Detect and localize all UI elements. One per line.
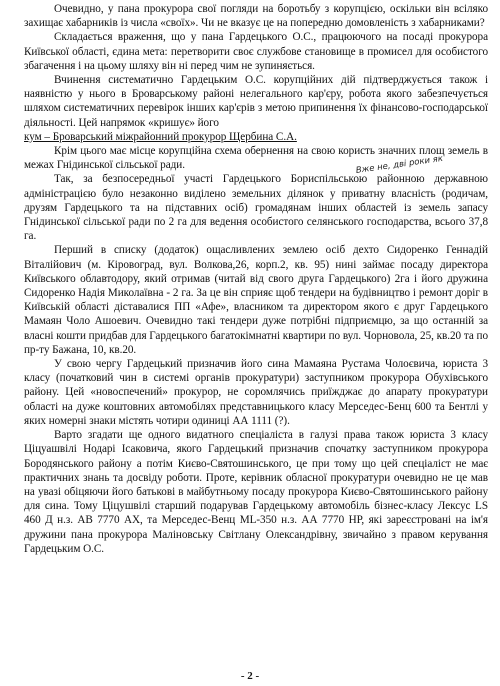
paragraph-5: Так, за безпосередньої участі Гардецького Бориспільською районною державною адміністрацією було незаконно виділено земельних ділянок у приватну власність (родичам, друзям Гардецького та на підставних осіб) громадянам інших областей із земель запасу Гнідинської сільської ради по 2 га для ведення особистого селянського господарства, всього 37,8 га.	[24, 173, 488, 243]
page-number: - 2 -	[240, 670, 260, 682]
underlined-line	[24, 130, 488, 144]
paragraph-4: Крім цього має місце корупційна схема обернення на свою користь значних площ земель в межах Гнідинської сільської ради.	[24, 145, 488, 172]
paragraph-3: Вчинення систематично Гардецьким О.С. корупційних дій підтверджується також і наявністю у нього в Броварському районі нелегального кар'єру, робота якого забезпечується шляхом систематичних перевірок інших кар'єрів з метою припинення їх фінансово-господарської діяльності. Цей напрямок «кришує» його	[24, 74, 488, 129]
paragraph-8: Варто згадати ще одного видатного спеціаліста в галузі права також юриста 3 класу Ціцуашвілі Нодарі Ісаковича, якого Гардецький призначив спочатку заступником прокурора Бородянського району а потім Києво-Святошинського, це при тому що цей спеціаліст не має практичних знань та досвіду роботи. Проте, керівник обласної прокуратури очевидно не це мав на увазі обіцяючи його батькові в майбутньому посаду прокурора Києво-Святошинського району для сина. Тому Ціцушвілі старший подарував Гардецькому автомобіль бізнес-класу Лексус LS 460 Д н.з. АВ 7770 АХ, та Мерседес-Венц ML-350 н.з. АА 7770 НР, які зареєстровані на ім'я дружини пана прокурора Маліновську Світлану Олександрівну, звичайно з правом керування Гардецьким О.С.	[24, 429, 488, 555]
paragraph-7: У свою чергу Гардецький призначив його сина Мамаяна Рустама Чолоєвича, юриста 3 класу (початковий чин в системі органів прокуратури) заступником прокурора Обухівського району. Цей «новоспечений» прокурор, не соромлячись приїжджає до апарату прокуратури області на дуже коштовних автомобілях представницького класу Мерседес-Бенц 600 та Бентлі у яких номерні знаки містять чотири одиниці АА 1111 (?).	[24, 358, 488, 427]
paragraph-2: Складається враження, що у пана Гардецького О.С., працюючого на посаді прокурора Київської області, єдина мета: перетворити своє службове становище в промисел для особистого збагачення і на цьому шляху він ні перед чим не зупиняється.	[24, 31, 488, 72]
handwritten-note: Вже не, дві роки як	[355, 153, 444, 176]
underlined-text: кум – Броварський міжрайонний прокурор Щербина С.А.	[24, 130, 297, 143]
paragraph-1: Очевидно, у пана прокурора свої погляди на боротьбу з корупцією, оскільки він всіляко захищає хабарників із числа «своїх». Чи не вказує це на попередню домовленість з хабарниками?	[24, 3, 488, 30]
paragraph-6: Перший в списку (додаток) ощасливлених землею осіб дехто Сидоренко Геннадій Віталійович (м. Кіровоград, вул. Волкова,26, корп.2, кв. 95) нині займає посаду директора Київського облавтодору, який отримав (читай від свого друга Гардецького) 2га і його дружина Сидоренко Надія Миколаївна - 2 га. За це він сприяє щоб тендери на будівництво і ремонт доріг в Київській області діставалися ПП «Афе», власником та директором якого є друг Гардецького Мамаян Чоло Ашоевич. Очевидно такі тендери дуже потрібні підприємцю, за що останній за власні кошти придбав для Гардецького багатокімнатні квартири по вул. Чорновола, 25, кв.20 та по пр-ту Бажана, 10, кв.20.	[24, 244, 488, 356]
